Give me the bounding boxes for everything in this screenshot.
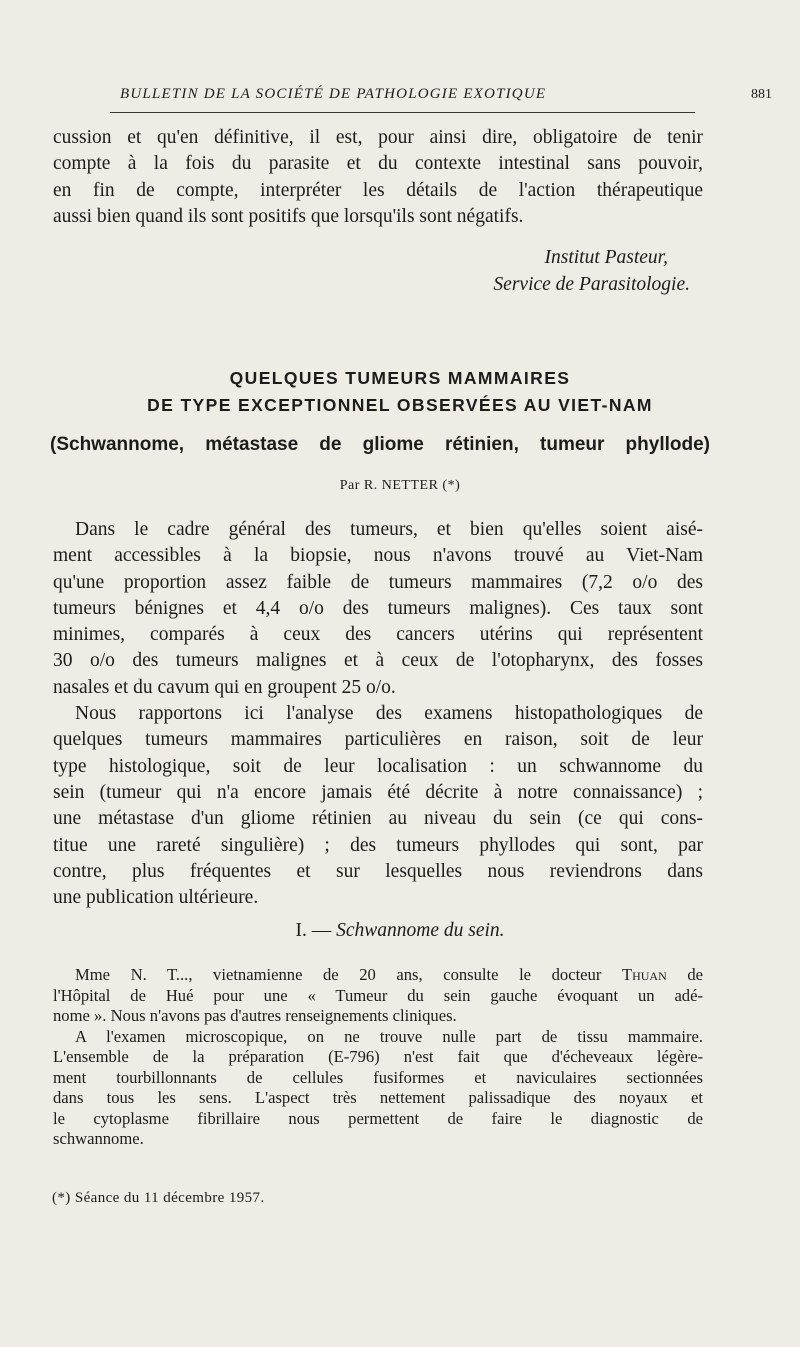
text-line: L'ensemble de la préparation (E-796) n'est fait que d'écheveaux légère- (53, 1047, 703, 1066)
doctor-name: Thuan (621, 965, 667, 984)
text-line: cussion et qu'en définitive, il est, pour ainsi dire, obligatoire de tenir (53, 127, 703, 148)
text-line: qu'une proportion assez faible de tumeurs mammaires (7,2 o/o des (53, 571, 703, 593)
text-line: titue une rareté singulière) ; des tumeurs phyllodes qui sont, par (53, 834, 703, 856)
text-line: ment tourbillonnants de cellules fusiformes et naviculaires sectionnées (53, 1067, 703, 1087)
section-heading (0, 920, 800, 942)
text-line: type histologique, soit de leur localisation : un schwannome du (53, 755, 703, 777)
section-number: I. — (295, 920, 332, 941)
page-number: 881 (751, 87, 772, 102)
text-line: quelques tumeurs mammaires particulières en raison, soit de leur (53, 729, 703, 751)
text-line: le cytoplasme fibrillaire nous permettent de faire le diagnostic de (53, 1108, 703, 1128)
text-line: A l'examen microscopique, on ne trouve nulle part de tissu mammaire. (75, 1026, 703, 1046)
article-title-line1: QUELQUES TUMEURS MAMMAIRES (229, 368, 571, 388)
article-author: Par R. NETTER (*) (339, 478, 461, 493)
signature-institute: Institut Pasteur, (544, 247, 668, 268)
article-subtitle: (Schwannome, métastase de gliome rétinien, tumeur phyllode) (50, 434, 710, 455)
text-line: 30 o/o des tumeurs malignes et à ceux de l'otopharynx, des fosses (53, 650, 703, 672)
text-line: dans tous les sens. L'aspect très nettement palissadique des noyaux et (53, 1088, 703, 1107)
text-line: ment accessibles à la biopsie, nous n'avons trouvé au Viet-Nam (53, 545, 703, 567)
previous-article-conclusion (53, 125, 703, 230)
text-line: contre, plus fréquentes et sur lesquelles nous reviendrons dans (53, 860, 703, 882)
text-line: Dans le cadre général des tumeurs, et bien qu'elles soient aisé- (75, 519, 703, 540)
text-line (53, 965, 703, 986)
journal-title: BULLETIN DE LA SOCIÉTÉ DE PATHOLOGIE EXOTIQUE (120, 86, 547, 102)
footnote: (*) Séance du 11 décembre 1957. (52, 1190, 265, 1206)
text-line: minimes, comparés à ceux des cancers utérins qui représentent (53, 624, 703, 646)
text-line: une métastase d'un gliome rétinien au niveau du sein (ce qui cons- (53, 808, 703, 830)
section-title: Schwannome du sein. (336, 920, 505, 941)
text-line: nome ». Nous n'avons pas d'autres renseignements cliniques. (53, 1006, 457, 1025)
text-line: en fin de compte, interpréter les détails de l'action thérapeutique (53, 179, 703, 201)
text-line: Nous rapportons ici l'analyse des examens histopathologiques de (75, 703, 703, 725)
text-line: aussi bien quand ils sont positifs que lorsqu'ils sont négatifs. (53, 205, 524, 227)
running-header (110, 86, 772, 110)
case-text: Mme N. T..., vietnamienne de 20 ans, consulte le docteur (75, 965, 602, 984)
text-line: nasales et du cavum qui en groupent 25 o/o. (53, 676, 396, 698)
case-text: de (687, 965, 704, 984)
case-report (53, 965, 703, 1150)
text-line: l'Hôpital de Hué pour une « Tumeur du sein gauche évoquant un adé- (53, 985, 703, 1005)
signature-service: Service de Parasitologie. (493, 274, 690, 295)
text-line: schwannome. (53, 1129, 144, 1148)
paragraph-intro (53, 517, 703, 911)
text-line: compte à la fois du parasite et du contexte intestinal sans pouvoir, (53, 153, 703, 175)
header-rule (110, 112, 695, 113)
article-title-line2: DE TYPE EXCEPTIONNEL OBSERVÉES AU VIET-NAM (147, 395, 653, 415)
text-line: sein (tumeur qui n'a encore jamais été décrite à notre connaissance) ; (53, 781, 703, 803)
text-line: tumeurs bénignes et 4,4 o/o des tumeurs malignes). Ces taux sont (53, 597, 703, 619)
text-line: une publication ultérieure. (53, 887, 259, 909)
